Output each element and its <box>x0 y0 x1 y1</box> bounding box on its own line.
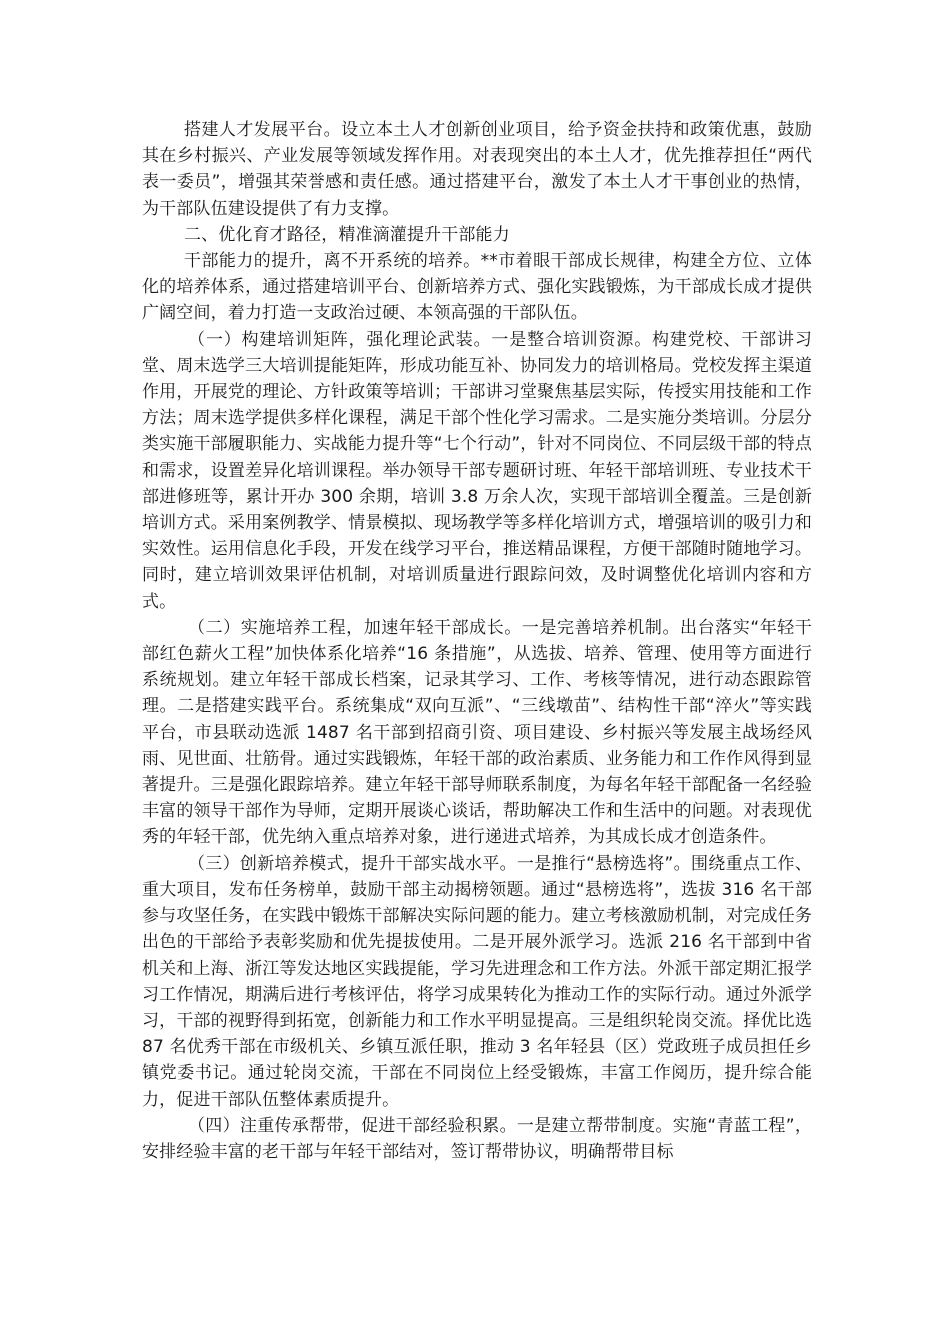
paragraph-section-intro: 干部能力的提升，离不开系统的培养。**市着眼干部成长规律，构建全方位、立体化的培养体系，通过搭建培训平台、创新培养方式、强化实践锻炼，为干部成长成才提供广阔空间，着力打造一支政治过硬、本领高强的干部队伍。 <box>142 251 812 324</box>
paragraph-subsection-4: （四）注重传承帮带，促进干部经验积累。一是建立帮带制度。实施“青蓝工程”，安排经验丰富的老干部与年轻干部结对，签订帮带协议，明确帮带目标 <box>142 1115 812 1162</box>
paragraph-subsection-2: （二）实施培养工程，加速年轻干部成长。一是完善培养机制。出台落实“年轻干部红色薪火工程”加快体系化培养“16 条措施”，从选拔、培养、管理、使用等方面进行系统规划。建立年轻干部成长档案，记录其学习、工作、考核等情况，进行动态跟踪管理。二是搭建实践平台。系统集成“双向互派”、“三线墩苗”、结构性干部“淬火”等实践平台，市县联动选派 1487 名干部到招商引资、项目建设、乡村振兴等发展主战场经风雨、见世面、壮筋骨。通过实践锻炼，年轻干部的政治素质、业务能力和工作作风得到显著提升。三是强化跟踪培养。建立年轻干部导师联系制度，为每名年轻干部配备一名经验丰富的领导干部作为导师，定期开展谈心谈话，帮助解决工作和生活中的问题。对表现优秀的年轻干部，优先纳入重点培养对象，进行递进式培养，为其成长成才创造条件。 <box>142 617 812 848</box>
paragraph-subsection-3: （三）创新培养模式，提升干部实战水平。一是推行“悬榜选将”。围绕重点工作、重大项目，发布任务榜单，鼓励干部主动揭榜领题。通过“悬榜选将”，选拔 316 名干部参与攻坚任务，在实践中锻炼干部解决实际问题的能力。建立考核激励机制，对完成任务出色的干部给予表彰奖励和优先提拔使用。二是开展外派学习。选派 216 名干部到中省机关和上海、浙江等发达地区实践提能，学习先进理念和工作方法。外派干部定期汇报学习工作情况，期满后进行考核评估，将学习成果转化为推动工作的实际行动。通过外派学习，干部的视野得到拓宽，创新能力和工作水平明显提高。三是组织轮岗交流。择优比选 87 名优秀干部在市级机关、乡镇互派任职，推动 3 名年轻县（区）党政班子成员担任乡镇党委书记。通过轮岗交流，干部在不同岗位上经受锻炼，丰富工作阅历，提升综合能力，促进干部队伍整体素质提升。 <box>142 853 812 1110</box>
paragraph-subsection-1: （一）构建培训矩阵，强化理论武装。一是整合培训资源。构建党校、干部讲习堂、周末选学三大培训提能矩阵，形成功能互补、协同发力的培训格局。党校发挥主渠道作用，开展党的理论、方针政策等培训；干部讲习堂聚焦基层实际，传授实用技能和工作方法；周末选学提供多样化课程，满足干部个性化学习需求。二是实施分类培训。分层分类实施干部履职能力、实战能力提升等“七个行动”，针对不同岗位、不同层级干部的特点和需求，设置差异化培训课程。举办领导干部专题研讨班、年轻干部培训班、专业技术干部进修班等，累计开办 300 余期，培训 3.8 万余人次，实现干部培训全覆盖。三是创新培训方式。采用案例教学、情景模拟、现场教学等多样化培训方式，增强培训的吸引力和实效性。运用信息化手段，开发在线学习平台，推送精品课程，方便干部随时随地学习。同时，建立培训效果评估机制，对培训质量进行跟踪问效，及时调整优化培训内容和方式。 <box>142 329 812 612</box>
paragraph-talent-platform: 搭建人才发展平台。设立本土人才创新创业项目，给予资金扶持和政策优惠，鼓励其在乡村振兴、产业发展等领域发挥作用。对表现突出的本土人才，优先推荐担任“两代表一委员”，增强其荣誉感和责任感。通过搭建平台，激发了本土人才干事创业的热情，为干部队伍建设提供了有力支撑。 <box>142 120 812 219</box>
document-page <box>142 117 812 1165</box>
section-heading-2: 二、优化育才路径，精准滴灌提升干部能力 <box>184 224 510 245</box>
